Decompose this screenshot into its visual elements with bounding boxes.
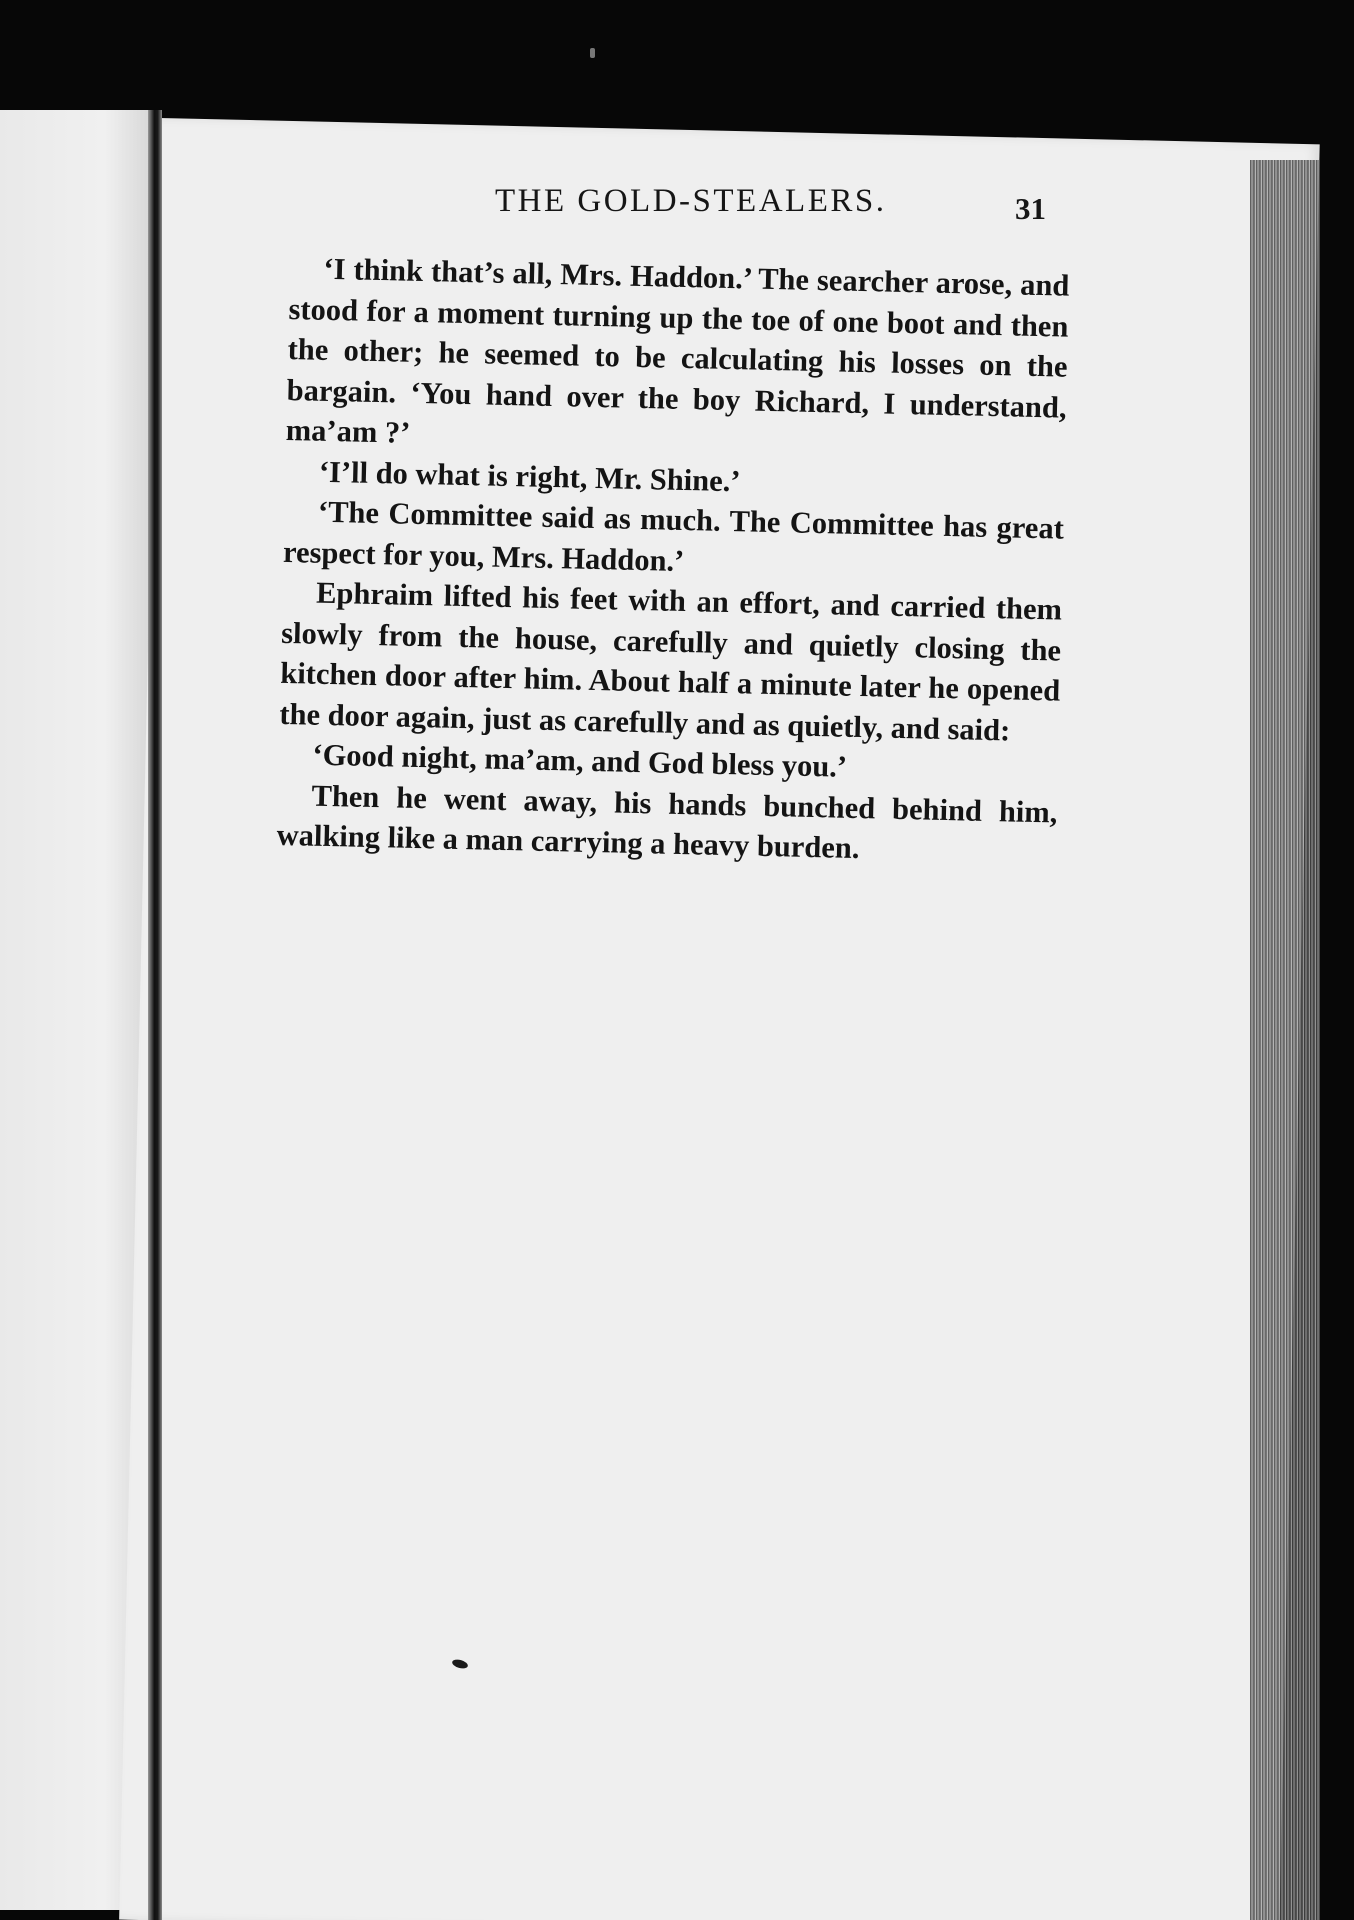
paragraph: ‘I think that’s all, Mrs. Haddon.’ The searcher arose, and stood for a moment turning up the toe of one boot and then the other; he seemed to be calculating his losses on the bargain. ‘You hand over the boy Richard, I understand, ma’am ?’ [285,251,1070,450]
page-edges [1250,160,1320,1920]
page-number: 31 [1015,191,1046,226]
paragraph: ‘Good night, ma’am, and God bless you.’ [312,737,848,784]
paragraph: ‘The Committee said as much. The Committee has great respect for you, Mrs. Haddon.’ [282,494,1065,578]
running-title: THE GOLD-STEALERS. [495,183,887,219]
paragraph: ‘I’ll do what is right, Mr. Shine.’ [318,454,741,498]
paragraph: Then he went away, his hands bunched behind him, walking like a man carrying a heavy burden. [276,778,1058,866]
paragraph: Ephraim lifted his feet with an effort, and carried them slowly from the house, carefully and quietly closing the kitchen door after him. About half a minute later he opened the door again, just as carefully and as quietly, and said: [279,575,1063,747]
book-gutter [148,110,162,1920]
body-text [276,248,1070,873]
dust-speck [590,48,595,58]
